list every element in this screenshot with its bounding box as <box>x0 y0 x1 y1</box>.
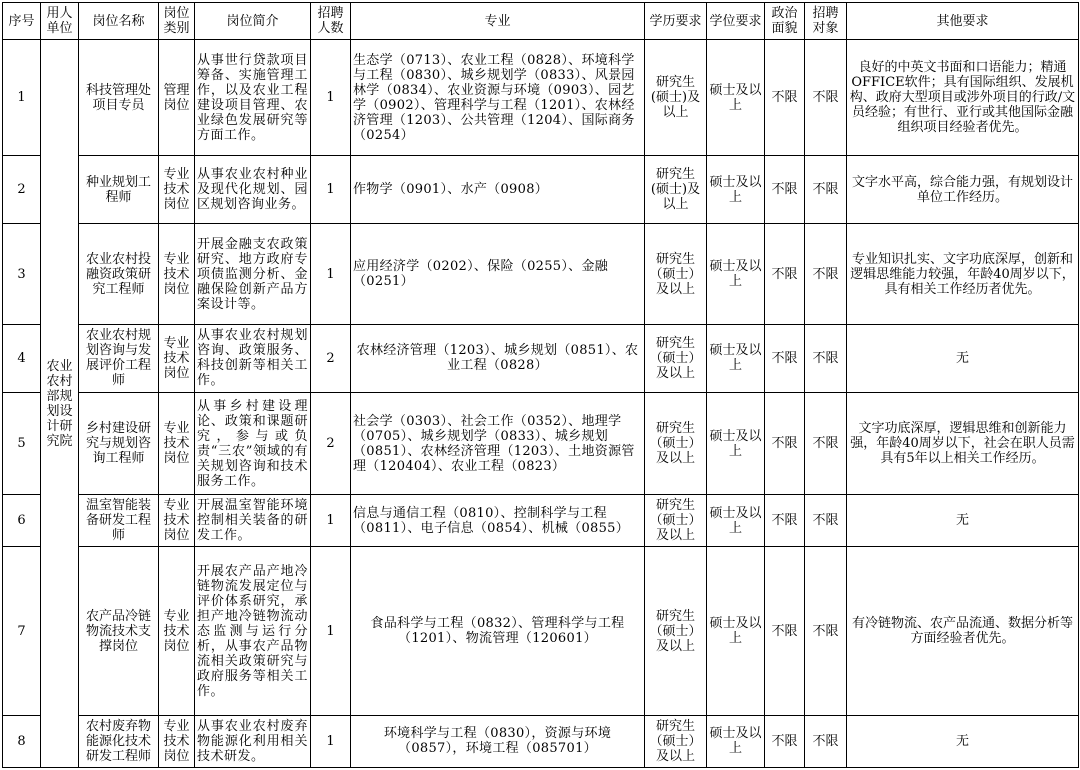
header-political: 政治面貌 <box>765 3 805 40</box>
row-intro: 从事农业农村规划咨询、政策服务、科技创新等相关工作。 <box>195 324 311 392</box>
row-target: 不限 <box>805 40 847 156</box>
row-degree: 硕士及以上 <box>707 392 765 494</box>
row-major: 应用经济学（0202）、保险（0255）、金融（0251） <box>351 224 645 324</box>
row-major: 社会学（0303）、社会工作（0352）、地理学（0705）、城乡规划学（0833）、城乡规划（0851）、农林经济管理（1203）、土地资源管理（120404）、农业工程（0823） <box>351 392 645 494</box>
row-intro: 从事世行贷款项目筹备、实施管理工作，以及农业工程建设项目管理、农业绿色发展研究等方面工作。 <box>195 40 311 156</box>
row-education: 研究生(硕士)及以上 <box>645 40 707 156</box>
table-row <box>3 156 1079 224</box>
header-education: 学历要求 <box>645 3 707 40</box>
row-political: 不限 <box>765 495 805 547</box>
row-position: 种业规划工程师 <box>79 156 159 224</box>
row-category: 专业技术岗位 <box>159 324 195 392</box>
header-unit: 用人单位 <box>41 3 79 40</box>
row-count: 1 <box>311 715 351 767</box>
row-education: 研究生（硕士）及以上 <box>645 324 707 392</box>
table-row <box>3 324 1079 392</box>
row-degree: 硕士及以上 <box>707 324 765 392</box>
row-major: 食品科学与工程（0832）、管理科学与工程（1201）、物流管理（120601） <box>351 547 645 715</box>
row-category: 专业技术岗位 <box>159 495 195 547</box>
header-intro: 岗位简介 <box>195 3 311 40</box>
row-seq: 7 <box>3 547 41 715</box>
row-degree: 硕士及以上 <box>707 224 765 324</box>
row-seq: 5 <box>3 392 41 494</box>
row-political: 不限 <box>765 392 805 494</box>
row-seq: 1 <box>3 40 41 156</box>
row-category: 专业技术岗位 <box>159 156 195 224</box>
row-position: 温室智能装备研发工程师 <box>79 495 159 547</box>
row-degree: 硕士及以上 <box>707 40 765 156</box>
table-row <box>3 547 1079 715</box>
row-position: 农产品冷链物流技术支撑岗位 <box>79 547 159 715</box>
header-target: 招聘对象 <box>805 3 847 40</box>
row-seq: 8 <box>3 715 41 767</box>
header-degree: 学位要求 <box>707 3 765 40</box>
header-category: 岗位类别 <box>159 3 195 40</box>
row-education: 研究生（硕士）及以上 <box>645 495 707 547</box>
row-count: 2 <box>311 324 351 392</box>
row-seq: 4 <box>3 324 41 392</box>
header-major: 专业 <box>351 3 645 40</box>
row-major: 生态学（0713）、农业工程（0828）、环境科学与工程（0830）、城乡规划学（0833）、风景园林学（0834）、农业资源与环境（0903）、园艺学（0902）、管理科学与工程（1201）、农林经济管理（1203）、公共管理（1204）、国际商务（0254） <box>351 40 645 156</box>
row-intro: 从事乡村建设理论、政策和课题研究，参与或负责“三农”领域的有关规划咨询和技术服务工作。 <box>195 392 311 494</box>
row-count: 1 <box>311 40 351 156</box>
row-seq: 3 <box>3 224 41 324</box>
recruitment-table <box>2 2 1079 768</box>
row-other: 文字水平高，综合能力强，有规划设计单位工作经历。 <box>847 156 1079 224</box>
row-education: 研究生（硕士）及以上 <box>645 715 707 767</box>
row-other: 无 <box>847 495 1079 547</box>
row-degree: 硕士及以上 <box>707 547 765 715</box>
row-education: 研究生（硕士）及以上 <box>645 224 707 324</box>
table-row <box>3 40 1079 156</box>
row-seq: 2 <box>3 156 41 224</box>
unit-name: 农业农村部规划设计研究院 <box>41 40 79 768</box>
row-other: 无 <box>847 324 1079 392</box>
row-position: 农业农村规划咨询与发展评价工程师 <box>79 324 159 392</box>
row-seq: 6 <box>3 495 41 547</box>
row-intro: 开展农产品产地冷链物流发展定位与评价体系研究，承担产地冷链物流动态监测与运行分析，从事农产品物流相关政策研究与政府服务等相关工作。 <box>195 547 311 715</box>
row-intro: 开展金融支农政策研究、地方政府专项债监测分析、金融保险创新产品方案设计等。 <box>195 224 311 324</box>
table-header <box>3 3 1079 40</box>
row-education: 研究生(硕士)及以上 <box>645 156 707 224</box>
row-target: 不限 <box>805 324 847 392</box>
row-count: 2 <box>311 392 351 494</box>
row-category: 管理岗位 <box>159 40 195 156</box>
table-row <box>3 392 1079 494</box>
header-position: 岗位名称 <box>79 3 159 40</box>
row-position: 农业农村投融资政策研究工程师 <box>79 224 159 324</box>
table-row <box>3 715 1079 767</box>
row-target: 不限 <box>805 495 847 547</box>
row-major: 作物学（0901）、水产（0908） <box>351 156 645 224</box>
row-major: 信息与通信工程（0810）、控制科学与工程（0811）、电子信息（0854）、机械（0855） <box>351 495 645 547</box>
row-position: 乡村建设研究与规划咨询工程师 <box>79 392 159 494</box>
row-position: 科技管理处项目专员 <box>79 40 159 156</box>
row-education: 研究生（硕士）及以上 <box>645 392 707 494</box>
row-count: 1 <box>311 547 351 715</box>
row-target: 不限 <box>805 156 847 224</box>
row-political: 不限 <box>765 715 805 767</box>
row-target: 不限 <box>805 224 847 324</box>
table-row <box>3 495 1079 547</box>
row-political: 不限 <box>765 156 805 224</box>
row-major: 环境科学与工程（0830），资源与环境（0857），环境工程（085701） <box>351 715 645 767</box>
header-other: 其他要求 <box>847 3 1079 40</box>
row-category: 专业技术岗位 <box>159 715 195 767</box>
row-count: 1 <box>311 156 351 224</box>
header-count: 招聘人数 <box>311 3 351 40</box>
row-count: 1 <box>311 224 351 324</box>
row-intro: 从事农业农村废弃物能源化利用相关技术研发。 <box>195 715 311 767</box>
row-other: 文字功底深厚，逻辑思维和创新能力强，年龄40周岁以下，社会在职人员需具有5年以上相关工作经历。 <box>847 392 1079 494</box>
row-degree: 硕士及以上 <box>707 156 765 224</box>
row-position: 农村废弃物能源化技术研发工程师 <box>79 715 159 767</box>
row-category: 专业技术岗位 <box>159 392 195 494</box>
row-political: 不限 <box>765 224 805 324</box>
row-other: 专业知识扎实、文字功底深厚，创新和逻辑思维能力较强，年龄40周岁以下，具有相关工作经历者优先。 <box>847 224 1079 324</box>
row-count: 1 <box>311 495 351 547</box>
row-other: 有冷链物流、农产品流通、数据分析等方面经验者优先。 <box>847 547 1079 715</box>
row-category: 专业技术岗位 <box>159 547 195 715</box>
row-target: 不限 <box>805 715 847 767</box>
row-intro: 开展温室智能环境控制相关装备的研发工作。 <box>195 495 311 547</box>
row-political: 不限 <box>765 547 805 715</box>
row-degree: 硕士及以上 <box>707 495 765 547</box>
header-seq: 序号 <box>3 3 41 40</box>
row-target: 不限 <box>805 547 847 715</box>
row-degree: 硕士及以上 <box>707 715 765 767</box>
row-education: 研究生（硕士）及以上 <box>645 547 707 715</box>
row-political: 不限 <box>765 324 805 392</box>
table-row <box>3 224 1079 324</box>
row-political: 不限 <box>765 40 805 156</box>
row-intro: 从事农业农村种业及现代化规划、园区规划咨询业务。 <box>195 156 311 224</box>
row-target: 不限 <box>805 392 847 494</box>
row-other: 无 <box>847 715 1079 767</box>
row-major: 农林经济管理（1203）、城乡规划（0851）、农业工程（0828） <box>351 324 645 392</box>
row-category: 专业技术岗位 <box>159 224 195 324</box>
row-other: 良好的中英文书面和口语能力；精通OFFICE软件；具有国际组织、发展机构、政府大型项目或涉外项目的行政/文员经验；有世行、亚行或其他国际金融组织项目经验者优先。 <box>847 40 1079 156</box>
